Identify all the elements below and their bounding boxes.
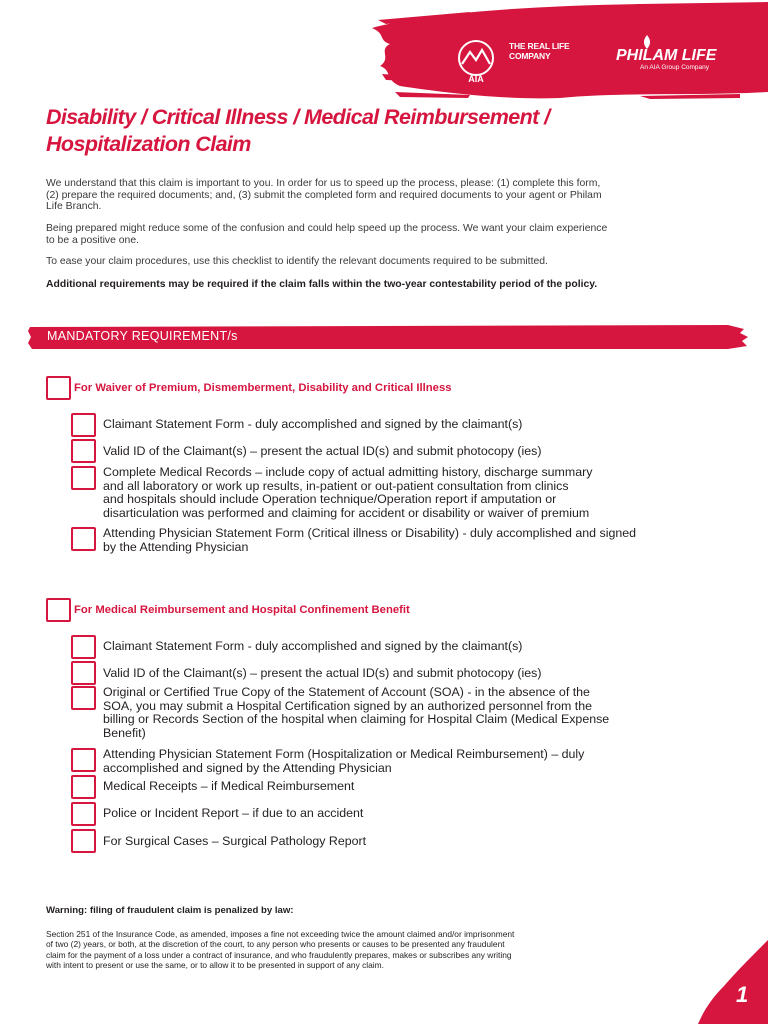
item-line: Original or Certified True Copy of the Statement of Account (SOA) - in the absence of the — [103, 685, 590, 699]
checklist-item — [71, 635, 711, 659]
aia-tagline-line2: COMPANY — [509, 51, 551, 61]
item-line: Police or Incident Report – if due to an accident — [103, 806, 364, 820]
title-line2: Hospitalization Claim — [46, 132, 251, 156]
warning-title: Warning: filing of fraudulent claim is penalized by law: — [46, 905, 294, 916]
checklist-item-text — [103, 445, 541, 459]
checklist-item-text — [103, 527, 636, 554]
item-line: disarticulation was performed and claiming for accident or disability or waiver of premium — [103, 505, 590, 520]
section-waiver — [46, 376, 452, 400]
checklist-checkbox[interactable] — [71, 661, 96, 685]
checklist-item — [71, 802, 711, 826]
philam-name: PHILAM LIFE — [616, 47, 717, 64]
item-line: by the Attending Physician — [103, 539, 249, 554]
checklist-checkbox[interactable] — [71, 686, 96, 710]
checklist-item-text — [103, 640, 522, 654]
checklist-checkbox[interactable] — [71, 439, 96, 463]
checklist-checkbox[interactable] — [71, 775, 96, 799]
item-line: accomplished and signed by the Attending Physician — [103, 760, 392, 775]
page-title — [46, 104, 736, 158]
item-line: Claimant Statement Form - duly accomplished and signed by the claimant(s) — [103, 417, 523, 431]
aia-tagline-line1: THE REAL LIFE — [509, 41, 570, 51]
item-line: and all laboratory or work up results, in-patient or out-patient consultation from clinics — [103, 478, 569, 493]
intro-paragraph-1 — [46, 178, 726, 213]
section-medical-reimbursement — [46, 598, 410, 622]
checklist-item — [71, 466, 711, 520]
checklist-item-text — [103, 466, 592, 520]
intro-p2-line1: Being prepared might reduce some of the confusion and could help speed up the process. We want your claim experience — [46, 223, 608, 234]
warning-line: Section 251 of the Insurance Code, as amended, imposes a fine not exceeding twice the amount claimed and/or imprisonment — [46, 929, 515, 939]
checklist-item — [71, 829, 711, 853]
page-corner-brush — [690, 940, 768, 1024]
item-line: For Surgical Cases – Surgical Pathology Report — [103, 834, 367, 848]
checklist-item — [71, 413, 711, 437]
warning-line: of two (2) years, or both, at the discretion of the court, to any person who presents or causes to be presented any fraudulent — [46, 939, 505, 950]
checklist-item-text — [103, 686, 609, 740]
checklist-item-text — [103, 835, 366, 849]
checklist-item-text — [103, 780, 354, 794]
section-medical-title: For Medical Reimbursement and Hospital Confinement Benefit — [74, 604, 410, 616]
item-line: Complete Medical Records – include copy of actual admitting history, discharge summary — [103, 465, 593, 479]
checklist-item — [71, 527, 711, 554]
section-medical-checkbox[interactable] — [46, 598, 71, 622]
intro-p2-line2: to be a positive one. — [46, 234, 140, 246]
title-line1: Disability / Critical Illness / Medical Reimbursement / — [46, 105, 550, 129]
item-line: Attending Physician Statement Form (Hospitalization or Medical Reimbursement) – duly — [103, 747, 585, 761]
contestability-note: Additional requirements may be required if the claim falls within the two-year contestability period of the policy. — [46, 279, 598, 290]
checklist-item — [71, 661, 711, 685]
item-line: SOA, you may submit a Hospital Certification signed by an authorized personnel from the — [103, 698, 592, 713]
item-line: Medical Receipts – if Medical Reimbursement — [103, 779, 355, 793]
checklist-item-text — [103, 748, 584, 775]
philam-sub: An AIA Group Company — [640, 64, 710, 71]
page-number: 1 — [736, 982, 749, 1007]
checklist-checkbox[interactable] — [71, 802, 96, 826]
section-waiver-title: For Waiver of Premium, Dismemberment, Disability and Critical Illness — [74, 382, 452, 394]
item-line: Valid ID of the Claimant(s) – present the actual ID(s) and submit photocopy (ies) — [103, 666, 542, 680]
warning-line: with intent to present or use the same, or to allow it to be presented in support of any claim. — [46, 959, 384, 970]
checklist-item — [71, 748, 711, 775]
item-line: Benefit) — [103, 725, 146, 740]
mandatory-label: MANDATORY REQUIREMENT/s — [47, 329, 238, 343]
checklist-checkbox[interactable] — [71, 413, 96, 437]
checklist-item-text — [103, 807, 363, 821]
checklist-checkbox[interactable] — [71, 527, 96, 551]
intro-p1-line2: (2) prepare the required documents; and, (3) submit the completed form and required documents to your agent or Philam — [46, 189, 602, 201]
item-line: Attending Physician Statement Form (Critical illness or Disability) - duly accomplished and signed — [103, 526, 637, 540]
aia-logo-text: AIA — [468, 74, 484, 84]
checklist-checkbox[interactable] — [71, 829, 96, 853]
item-line: Valid ID of the Claimant(s) – present the actual ID(s) and submit photocopy (ies) — [103, 444, 542, 458]
intro-p1-line3: Life Branch. — [46, 201, 102, 212]
warning-text — [46, 929, 666, 970]
checklist-item — [71, 439, 711, 463]
aia-logo-icon — [456, 38, 504, 84]
checklist-item — [71, 775, 711, 799]
checklist-item-text — [103, 667, 541, 681]
warning-line: claim for the payment of a loss under a contract of insurance, and who fraudulently prepares, makes or subscribes any writing — [46, 949, 512, 960]
item-line: billing or Records Section of the hospital when claiming for Hospital Claim (Medical Expense — [103, 712, 610, 726]
intro-p1-line1: We understand that this claim is important to you. In order for us to speed up the process, please: (1) complete this form, — [46, 178, 601, 189]
intro-paragraph-3: To ease your claim procedures, use this checklist to identify the relevant documents required to be submitted. — [46, 256, 548, 267]
checklist-checkbox[interactable] — [71, 466, 96, 490]
aia-tagline — [509, 41, 570, 61]
section-waiver-checkbox[interactable] — [46, 376, 71, 400]
checklist-checkbox[interactable] — [71, 635, 96, 659]
philam-life-logo — [616, 35, 756, 75]
item-line: Claimant Statement Form - duly accomplished and signed by the claimant(s) — [103, 639, 523, 653]
checklist-item-text — [103, 418, 522, 432]
item-line: and hospitals should include Operation technique/Operation report if amputation or — [103, 492, 557, 506]
checklist-checkbox[interactable] — [71, 748, 96, 772]
intro-paragraph-2 — [46, 223, 726, 246]
checklist-item — [71, 686, 711, 740]
